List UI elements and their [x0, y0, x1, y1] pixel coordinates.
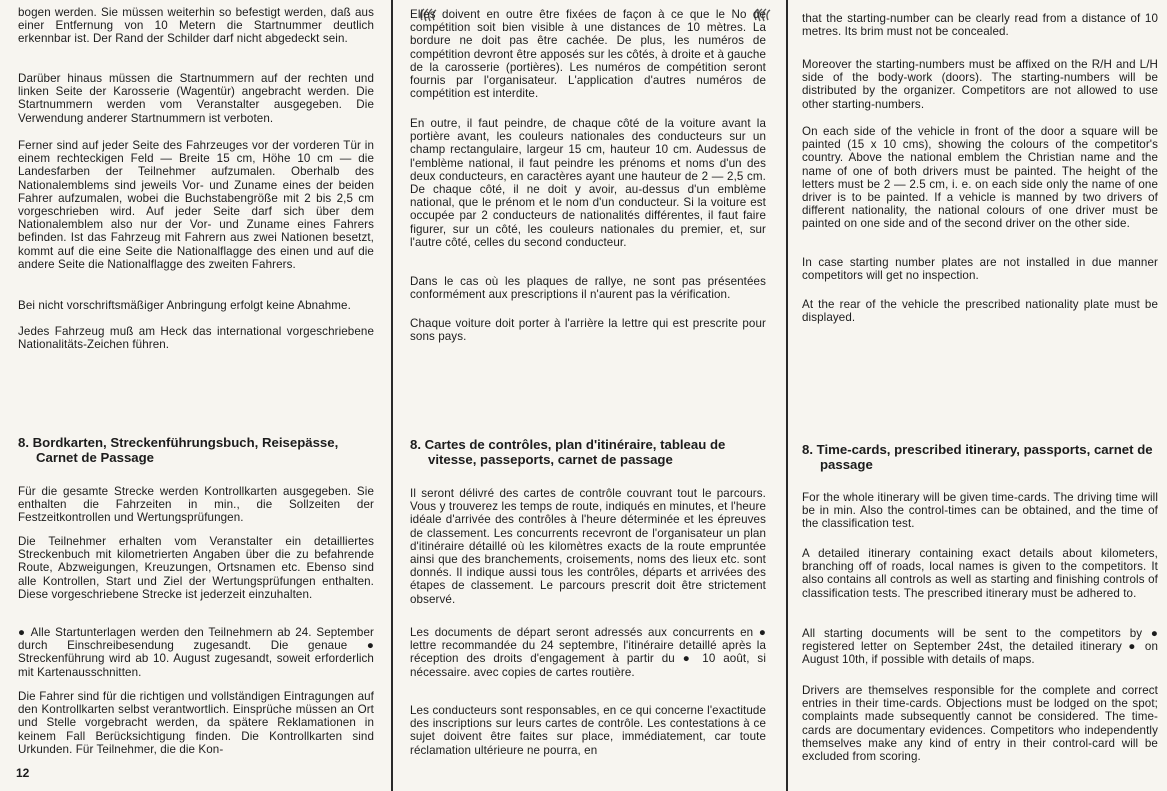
section-heading: 8. Time-cards, prescribed itinerary, passports, carnet de passage: [802, 442, 1153, 472]
paragraph: En outre, il faut peindre, de chaque côté de la voiture avant la portière avant, les couleurs nationales des conducteurs sur un champ rectangulaire, largeur 15 cm, hauteur 10 cm. Audessus de l'emblème national, il faut peindre les prénoms et noms d'un des deux conducteurs, en caractères ayant une hauteur de 2 — 2,5 cm. De chaque côté, il ne doit y avoir, au-dessus d'un emblème national, que le prénom et le nom d'un conducteur. Si la voiture est occupée par 2 conducteurs de nationalités différentes, il faut faire figurer, sur un côté, les couleurs nationales du premier, et, sur l'autre côté, celles du second conducteur.: [410, 117, 766, 249]
paragraph: Moreover the starting-numbers must be affixed on the R/H and L/H side of the body-work (doors). The starting-numbers will be distributed by the organizer. Competitors are not allowed to use other starting-numbers.: [802, 58, 1158, 111]
paragraph: Ferner sind auf jeder Seite des Fahrzeuges vor der vorderen Tür in einem rechteckigen Feld — Breite 15 cm, Höhe 10 cm — die Landesfarben der Teilnehmer aufzumalen. Oberhalb des Nationalemblems sind jeweils Vor- und Zuname eines der beiden Fahrer aufzumalen, wobei die Buchstabengröße mit 2 bis 2,5 cm vorgeschrieben wird. Auf jeder Seite darf sich über dem Nationalemblem also nur der Vor- und Zuname eines Fahrers befinden. Ist das Fahrzeug mit Fahrern aus zwei Nationen besetzt, kommt auf die eine Seite die Nationalflagge des einen und auf die andere Seite die Nationalflagge des zweiten Fahrers.: [18, 139, 374, 271]
paragraph: On each side of the vehicle in front of the door a square will be painted (15 x 10 cms), showing the colours of the competitor's country. Above the national emblem the Christian name and the name of one of both drivers must be painted. The height of the letters must be 2 — 2.5 cm, i. e. on each side only the name of one driver is to be painted. If a vehicle is manned by two drivers of different nationality, the national colours of one driver must be painted on one side and of the second driver on the other side.: [802, 125, 1158, 231]
paragraph: Elles doivent en outre être fixées de façon à ce que le No de compétition soit bien visible à une distances de 10 mètres. La bordure ne doit pas être cachée. De plus, les numéros de compétition devront être apposés sur les côtés, à droite et à gauche de la carosserie (portières). Les numéros de compétition seront fournis par l'organisateur. L'application d'autres numéros de compétition est interdite.: [410, 8, 766, 101]
paragraph: In case starting number plates are not installed in due manner competitors will get no inspection.: [802, 256, 1158, 283]
paragraph: ● Alle Startunterlagen werden den Teilnehmern ab 24. September durch Einschreibesendung zugesandt. Die genaue ● Streckenführung wird ab 10. August zugesandt, soweit erforderlich mit Kartenausschnitten.: [18, 626, 374, 679]
section-heading: 8. Cartes de contrôles, plan d'itinéraire, tableau de vitesse, passeports, carnet de passage: [410, 437, 726, 467]
paragraph: Les documents de départ seront adressés aux concurrents en ● lettre recommandée du 24 septembre, l'itinéraire detaillé après la réception des droits d'engagement à partir du ● 10 août, si nécessaire. avec copies de cartes routière.: [410, 626, 766, 679]
paragraph: Die Teilnehmer erhalten vom Veranstalter ein detailliertes Streckenbuch mit kilometrierten Angaben über die zu befahrende Route, Abzweigungen, Kreuzungen, Ortsnamen etc. Ebenso sind alle Kontrollen, Start und Ziel der Wertungsprüfungen enthalten. Diese vorgeschriebene Strecke ist jederzeit einzuhalten.: [18, 535, 374, 601]
paragraph: At the rear of the vehicle the prescribed nationality plate must be displayed.: [802, 298, 1158, 325]
paragraph: Les conducteurs sont responsables, en ce qui concerne l'exactitude des inscriptions sur leurs cartes de contrôle. Les contestations à ce sujet doivent être faites sur place, immédiatement, car toute réclamation ultérieure ne pourra, en: [410, 704, 766, 757]
paragraph: Jedes Fahrzeug muß am Heck das international vorgeschriebene Nationalitäts-Zeichen führen.: [18, 325, 374, 352]
column-divider: [391, 0, 393, 791]
paragraph: Bei nicht vorschriftsmäßiger Anbringung erfolgt keine Abnahme.: [18, 299, 351, 312]
paragraph: Dans le cas où les plaques de rallye, ne sont pas présentées conformément aux prescriptions il n'aurent pas la vérification.: [410, 275, 766, 302]
paragraph: All starting documents will be sent to the competitors by ● registered letter on September 24st, the detailed itinerary ● on August 10th, if possible with details of maps.: [802, 627, 1158, 667]
paragraph: Drivers are themselves responsible for the complete and correct entries in their time-cards. Objections must be lodged on the spot; complaints made subsequently cannot be considered. The time-cards are documentary evidences. Competitors who independently themselves make any kind of entry in their control-card will be excluded from scoring.: [802, 684, 1158, 764]
paragraph: For the whole itinerary will be given time-cards. The driving time will be in min. Also the control-times can be obtained, and the time of the classification test.: [802, 491, 1158, 531]
paragraph: that the starting-number can be clearly read from a distance of 10 metres. Its brim must not be concealed.: [802, 12, 1158, 39]
paragraph: A detailed itinerary containing exact details about kilometers, branching off of roads, local names is given to the competitors. It also contains all controls as well as starting and finishing controls of classification tests. The prescribed itinerary must be adhered to.: [802, 547, 1158, 600]
paragraph: Il seront délivré des cartes de contrôle couvrant tout le parcours. Vous y trouverez les temps de route, indiqués en minutes, et l'heure idéale d'arrivée des contrôles à l'heure déterminée et les épreuves de classement. Les concurrents recevront de l'organisateur un plan d'itinéraire détaillé où les kilomètres exacts de la route empruntée ainsi que des branchements, croisements, noms des lieux etc. sont donnés. Il indique aussi tous les contrôles, départs et arrivées des étapes de classement. Le parcours prescrit doit être strictement observé.: [410, 487, 766, 606]
paragraph: Darüber hinaus müssen die Startnummern auf der rechten und linken Seite der Karosserie (Wagentür) angebracht werden. Die Startnummern werden vom Veranstalter ausgegeben. Die Verwendung anderer Startnummern ist verboten.: [18, 72, 374, 125]
column-divider: [786, 0, 788, 791]
paragraph: Die Fahrer sind für die richtigen und vollständigen Eintragungen auf den Kontrollkarten selbst verantwortlich. Einsprüche müssen an Ort und Stelle vorgebracht werden, da spätere Reklamationen in keinem Fall Berücksichtigung finden. Die Kontrollkarten sind Urkunden. Für Teilnehmer, die die Kon-: [18, 690, 374, 756]
section-heading: 8. Bordkarten, Streckenführungsbuch, Reisepässe, Carnet de Passage: [18, 435, 339, 465]
paragraph: bogen werden. Sie müssen weiterhin so befestigt werden, daß aus einer Entfernung von 10 Metern die Startnummer deutlich erkennbar ist. Der Rand der Schilder darf nicht abgedeckt sein.: [18, 6, 374, 46]
paragraph: Chaque voiture doit porter à l'arrière la lettre qui est prescrite pour sons pays.: [410, 317, 766, 344]
paragraph: Für die gesamte Strecke werden Kontrollkarten ausgegeben. Sie enthalten die Fahrzeiten in min., die Sollzeiten der Festzeitkontrollen und Wertungsprüfungen.: [18, 485, 374, 525]
page-number: 12: [16, 766, 30, 780]
